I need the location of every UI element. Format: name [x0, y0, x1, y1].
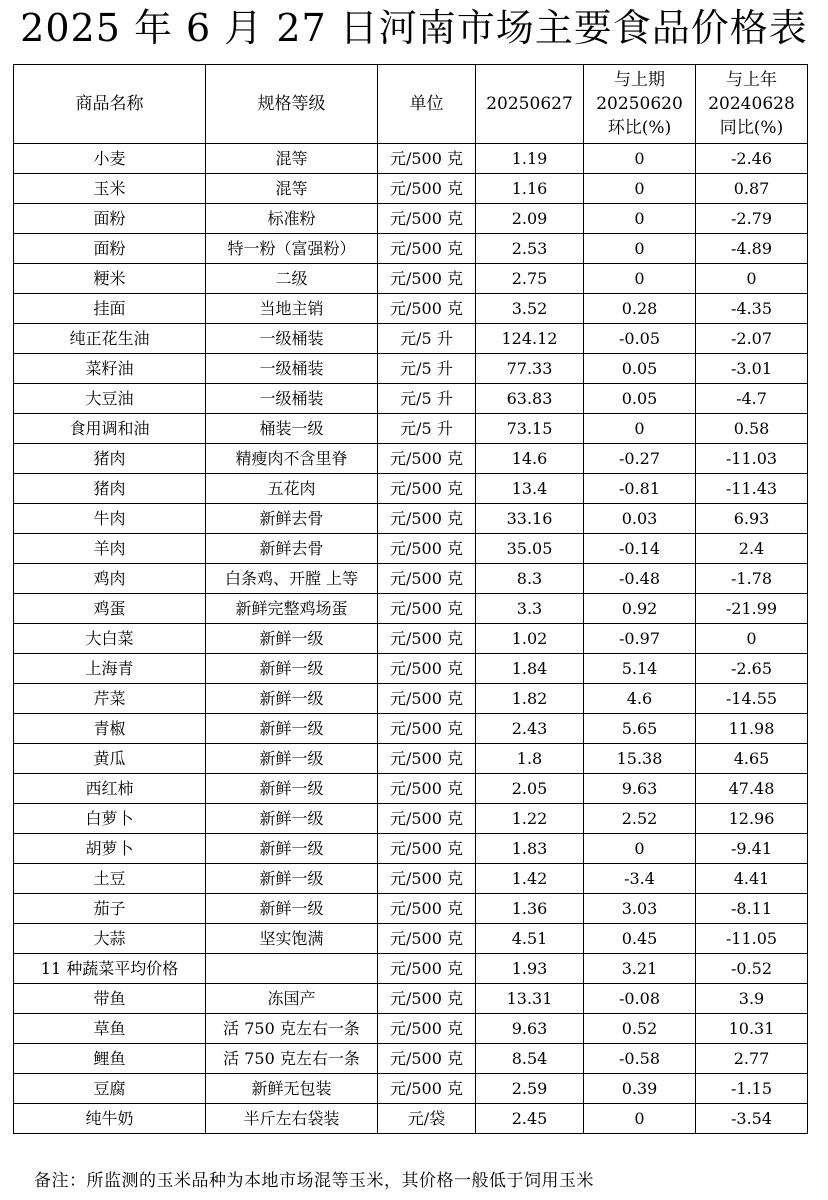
- table-row: [14, 174, 808, 204]
- cell-spec: 活 750 克左右一条: [206, 1014, 378, 1044]
- table-row: [14, 294, 808, 324]
- cell-name: 豆腐: [14, 1074, 206, 1104]
- cell-spec: 新鲜去骨: [206, 534, 378, 564]
- cell-unit: 元/500 克: [378, 1044, 476, 1074]
- cell-unit: 元/5 升: [378, 414, 476, 444]
- cell-name: 芹菜: [14, 684, 206, 714]
- cell-spec: 混等: [206, 174, 378, 204]
- cell-unit: 元/500 克: [378, 834, 476, 864]
- table-row: [14, 354, 808, 384]
- header-mom-line1: 与上期: [614, 70, 665, 90]
- cell-name: 青椒: [14, 714, 206, 744]
- cell-mom: 0.03: [584, 504, 696, 534]
- header-unit: 单位: [378, 65, 476, 144]
- cell-price: 8.54: [476, 1044, 584, 1074]
- price-table: [13, 64, 808, 1134]
- cell-mom: -0.97: [584, 624, 696, 654]
- cell-name: 鸡肉: [14, 564, 206, 594]
- cell-name: 西红柿: [14, 774, 206, 804]
- header-yoy-line1: 与上年: [726, 70, 777, 90]
- cell-yoy: -4.7: [696, 384, 808, 414]
- cell-yoy: -1.15: [696, 1074, 808, 1104]
- cell-unit: 元/500 克: [378, 234, 476, 264]
- cell-unit: 元/500 克: [378, 264, 476, 294]
- cell-yoy: -21.99: [696, 594, 808, 624]
- header-mom-line2: 20250620: [596, 94, 683, 114]
- cell-yoy: 3.9: [696, 984, 808, 1014]
- cell-yoy: -11.43: [696, 474, 808, 504]
- cell-unit: 元/500 克: [378, 894, 476, 924]
- cell-unit: 元/500 克: [378, 294, 476, 324]
- cell-spec: 精瘦肉不含里脊: [206, 444, 378, 474]
- table-row: [14, 1074, 808, 1104]
- cell-price: 1.19: [476, 144, 584, 174]
- cell-price: 2.45: [476, 1104, 584, 1134]
- table-row: [14, 474, 808, 504]
- cell-spec: [206, 954, 378, 984]
- table-row: [14, 534, 808, 564]
- cell-yoy: -14.55: [696, 684, 808, 714]
- cell-name: 胡萝卜: [14, 834, 206, 864]
- cell-yoy: 11.98: [696, 714, 808, 744]
- cell-unit: 元/500 克: [378, 774, 476, 804]
- table-row: [14, 264, 808, 294]
- cell-price: 1.36: [476, 894, 584, 924]
- cell-mom: -0.48: [584, 564, 696, 594]
- table-row: [14, 564, 808, 594]
- table-row: [14, 714, 808, 744]
- cell-yoy: 6.93: [696, 504, 808, 534]
- footnote: 备注：所监测的玉米品种为本地市场混等玉米，其价格一般低于饲用玉米: [34, 1171, 594, 1191]
- cell-price: 2.09: [476, 204, 584, 234]
- cell-unit: 元/500 克: [378, 684, 476, 714]
- cell-unit: 元/500 克: [378, 864, 476, 894]
- cell-unit: 元/500 克: [378, 534, 476, 564]
- cell-spec: 新鲜一级: [206, 654, 378, 684]
- cell-mom: 9.63: [584, 774, 696, 804]
- cell-name: 土豆: [14, 864, 206, 894]
- cell-mom: 0: [584, 234, 696, 264]
- cell-spec: 坚实饱满: [206, 924, 378, 954]
- cell-price: 1.16: [476, 174, 584, 204]
- cell-mom: 2.52: [584, 804, 696, 834]
- cell-name: 小麦: [14, 144, 206, 174]
- cell-yoy: -4.35: [696, 294, 808, 324]
- cell-unit: 元/500 克: [378, 144, 476, 174]
- cell-mom: 3.21: [584, 954, 696, 984]
- cell-unit: 元/500 克: [378, 714, 476, 744]
- cell-yoy: 4.65: [696, 744, 808, 774]
- table-row: [14, 804, 808, 834]
- table-row: [14, 504, 808, 534]
- cell-name: 鸡蛋: [14, 594, 206, 624]
- cell-yoy: 2.77: [696, 1044, 808, 1074]
- cell-name: 上海青: [14, 654, 206, 684]
- cell-spec: 桶装一级: [206, 414, 378, 444]
- cell-spec: 混等: [206, 144, 378, 174]
- cell-price: 1.8: [476, 744, 584, 774]
- cell-mom: 0.92: [584, 594, 696, 624]
- table-row: [14, 234, 808, 264]
- cell-price: 1.42: [476, 864, 584, 894]
- cell-mom: 0.39: [584, 1074, 696, 1104]
- table-header-row: [14, 65, 808, 144]
- cell-mom: 0.05: [584, 354, 696, 384]
- table-row: [14, 864, 808, 894]
- table-row: [14, 984, 808, 1014]
- cell-yoy: -11.03: [696, 444, 808, 474]
- cell-yoy: -3.54: [696, 1104, 808, 1134]
- cell-yoy: -0.52: [696, 954, 808, 984]
- cell-spec: 五花肉: [206, 474, 378, 504]
- cell-unit: 元/500 克: [378, 1074, 476, 1104]
- cell-name: 大蒜: [14, 924, 206, 954]
- header-yoy-line2: 20240628: [708, 94, 795, 114]
- table-row: [14, 654, 808, 684]
- cell-spec: 新鲜无包装: [206, 1074, 378, 1104]
- cell-yoy: -8.11: [696, 894, 808, 924]
- cell-name: 纯牛奶: [14, 1104, 206, 1134]
- cell-unit: 元/500 克: [378, 174, 476, 204]
- cell-mom: -0.27: [584, 444, 696, 474]
- cell-price: 3.52: [476, 294, 584, 324]
- cell-mom: 0.28: [584, 294, 696, 324]
- cell-price: 14.6: [476, 444, 584, 474]
- cell-unit: 元/5 升: [378, 354, 476, 384]
- table-row: [14, 834, 808, 864]
- cell-spec: 二级: [206, 264, 378, 294]
- cell-yoy: -1.78: [696, 564, 808, 594]
- header-date: 20250627: [476, 65, 584, 144]
- header-yoy: [696, 65, 808, 144]
- cell-mom: 0: [584, 834, 696, 864]
- cell-yoy: -4.89: [696, 234, 808, 264]
- cell-mom: -0.14: [584, 534, 696, 564]
- cell-price: 13.31: [476, 984, 584, 1014]
- cell-price: 124.12: [476, 324, 584, 354]
- cell-name: 食用调和油: [14, 414, 206, 444]
- cell-spec: 一级桶装: [206, 354, 378, 384]
- cell-price: 1.02: [476, 624, 584, 654]
- table-row: [14, 954, 808, 984]
- cell-name: 大豆油: [14, 384, 206, 414]
- cell-spec: 新鲜一级: [206, 624, 378, 654]
- cell-unit: 元/500 克: [378, 924, 476, 954]
- cell-name: 玉米: [14, 174, 206, 204]
- cell-price: 1.84: [476, 654, 584, 684]
- header-mom-line3: 环比(%): [607, 118, 672, 138]
- cell-name: 菜籽油: [14, 354, 206, 384]
- cell-yoy: -2.07: [696, 324, 808, 354]
- cell-mom: 5.14: [584, 654, 696, 684]
- header-name: 商品名称: [14, 65, 206, 144]
- cell-spec: 新鲜一级: [206, 684, 378, 714]
- cell-unit: 元/500 克: [378, 1014, 476, 1044]
- cell-spec: 特一粉（富强粉）: [206, 234, 378, 264]
- cell-name: 牛肉: [14, 504, 206, 534]
- cell-unit: 元/500 克: [378, 204, 476, 234]
- cell-price: 2.53: [476, 234, 584, 264]
- cell-yoy: -2.65: [696, 654, 808, 684]
- cell-unit: 元/500 克: [378, 984, 476, 1014]
- cell-yoy: 0: [696, 264, 808, 294]
- cell-yoy: 2.4: [696, 534, 808, 564]
- table-row: [14, 744, 808, 774]
- cell-price: 2.43: [476, 714, 584, 744]
- cell-name: 纯正花生油: [14, 324, 206, 354]
- cell-spec: 标准粉: [206, 204, 378, 234]
- cell-price: 35.05: [476, 534, 584, 564]
- cell-price: 2.75: [476, 264, 584, 294]
- cell-spec: 冻国产: [206, 984, 378, 1014]
- cell-price: 3.3: [476, 594, 584, 624]
- cell-unit: 元/5 升: [378, 384, 476, 414]
- table-row: [14, 1044, 808, 1074]
- cell-name: 11 种蔬菜平均价格: [14, 954, 206, 984]
- cell-spec: 新鲜一级: [206, 714, 378, 744]
- page-title: 2025 年 6 月 27 日河南市场主要食品价格表: [20, 6, 808, 50]
- cell-price: 1.83: [476, 834, 584, 864]
- cell-unit: 元/500 克: [378, 954, 476, 984]
- cell-unit: 元/500 克: [378, 444, 476, 474]
- cell-spec: 新鲜一级: [206, 744, 378, 774]
- header-mom: [584, 65, 696, 144]
- cell-spec: 半斤左右袋装: [206, 1104, 378, 1134]
- cell-name: 黄瓜: [14, 744, 206, 774]
- cell-unit: 元/500 克: [378, 654, 476, 684]
- cell-mom: 0: [584, 264, 696, 294]
- cell-mom: 0.52: [584, 1014, 696, 1044]
- cell-unit: 元/500 克: [378, 474, 476, 504]
- table-row: [14, 594, 808, 624]
- cell-yoy: 0: [696, 624, 808, 654]
- table-row: [14, 1104, 808, 1134]
- header-yoy-line3: 同比(%): [719, 118, 784, 138]
- cell-price: 13.4: [476, 474, 584, 504]
- cell-spec: 活 750 克左右一条: [206, 1044, 378, 1074]
- cell-name: 面粉: [14, 234, 206, 264]
- cell-unit: 元/500 克: [378, 594, 476, 624]
- cell-name: 白萝卜: [14, 804, 206, 834]
- table-row: [14, 1014, 808, 1044]
- cell-price: 1.82: [476, 684, 584, 714]
- cell-spec: 新鲜一级: [206, 834, 378, 864]
- cell-name: 大白菜: [14, 624, 206, 654]
- table-row: [14, 894, 808, 924]
- table-row: [14, 924, 808, 954]
- cell-yoy: 0.58: [696, 414, 808, 444]
- cell-price: 1.93: [476, 954, 584, 984]
- cell-price: 2.05: [476, 774, 584, 804]
- cell-spec: 新鲜一级: [206, 774, 378, 804]
- cell-unit: 元/500 克: [378, 744, 476, 774]
- cell-mom: -0.05: [584, 324, 696, 354]
- cell-mom: 15.38: [584, 744, 696, 774]
- table-row: [14, 624, 808, 654]
- table-row: [14, 204, 808, 234]
- cell-spec: 新鲜完整鸡场蛋: [206, 594, 378, 624]
- cell-mom: 0: [584, 174, 696, 204]
- cell-yoy: -2.79: [696, 204, 808, 234]
- cell-spec: 新鲜一级: [206, 804, 378, 834]
- cell-yoy: 0.87: [696, 174, 808, 204]
- cell-mom: 0.05: [584, 384, 696, 414]
- cell-mom: 4.6: [584, 684, 696, 714]
- cell-price: 77.33: [476, 354, 584, 384]
- cell-name: 羊肉: [14, 534, 206, 564]
- cell-mom: 3.03: [584, 894, 696, 924]
- cell-name: 猪肉: [14, 444, 206, 474]
- cell-yoy: -11.05: [696, 924, 808, 954]
- table-row: [14, 384, 808, 414]
- cell-spec: 一级桶装: [206, 384, 378, 414]
- table-body: [14, 144, 808, 1134]
- cell-mom: -0.58: [584, 1044, 696, 1074]
- cell-mom: -3.4: [584, 864, 696, 894]
- cell-price: 33.16: [476, 504, 584, 534]
- cell-unit: 元/500 克: [378, 624, 476, 654]
- cell-spec: 一级桶装: [206, 324, 378, 354]
- table-row: [14, 444, 808, 474]
- cell-mom: -0.81: [584, 474, 696, 504]
- header-spec: 规格等级: [206, 65, 378, 144]
- cell-yoy: 10.31: [696, 1014, 808, 1044]
- cell-yoy: 4.41: [696, 864, 808, 894]
- cell-price: 4.51: [476, 924, 584, 954]
- cell-unit: 元/5 升: [378, 324, 476, 354]
- cell-mom: 0: [584, 1104, 696, 1134]
- table-row: [14, 774, 808, 804]
- cell-price: 73.15: [476, 414, 584, 444]
- table-row: [14, 684, 808, 714]
- cell-mom: 0: [584, 204, 696, 234]
- cell-spec: 当地主销: [206, 294, 378, 324]
- cell-mom: 0: [584, 414, 696, 444]
- cell-spec: 白条鸡、开膛 上等: [206, 564, 378, 594]
- cell-unit: 元/500 克: [378, 504, 476, 534]
- cell-mom: -0.08: [584, 984, 696, 1014]
- cell-mom: 0: [584, 144, 696, 174]
- cell-name: 带鱼: [14, 984, 206, 1014]
- cell-price: 2.59: [476, 1074, 584, 1104]
- cell-price: 8.3: [476, 564, 584, 594]
- cell-unit: 元/500 克: [378, 564, 476, 594]
- cell-spec: 新鲜一级: [206, 864, 378, 894]
- cell-unit: 元/袋: [378, 1104, 476, 1134]
- cell-name: 草鱼: [14, 1014, 206, 1044]
- cell-name: 粳米: [14, 264, 206, 294]
- cell-mom: 5.65: [584, 714, 696, 744]
- cell-yoy: -9.41: [696, 834, 808, 864]
- cell-price: 63.83: [476, 384, 584, 414]
- cell-unit: 元/500 克: [378, 804, 476, 834]
- cell-yoy: -3.01: [696, 354, 808, 384]
- cell-name: 茄子: [14, 894, 206, 924]
- cell-price: 9.63: [476, 1014, 584, 1044]
- cell-name: 猪肉: [14, 474, 206, 504]
- table-row: [14, 414, 808, 444]
- cell-mom: 0.45: [584, 924, 696, 954]
- table-row: [14, 324, 808, 354]
- table-row: [14, 144, 808, 174]
- cell-spec: 新鲜去骨: [206, 504, 378, 534]
- cell-yoy: 47.48: [696, 774, 808, 804]
- cell-name: 鲤鱼: [14, 1044, 206, 1074]
- cell-name: 挂面: [14, 294, 206, 324]
- cell-yoy: -2.46: [696, 144, 808, 174]
- cell-yoy: 12.96: [696, 804, 808, 834]
- cell-price: 1.22: [476, 804, 584, 834]
- cell-name: 面粉: [14, 204, 206, 234]
- cell-spec: 新鲜一级: [206, 894, 378, 924]
